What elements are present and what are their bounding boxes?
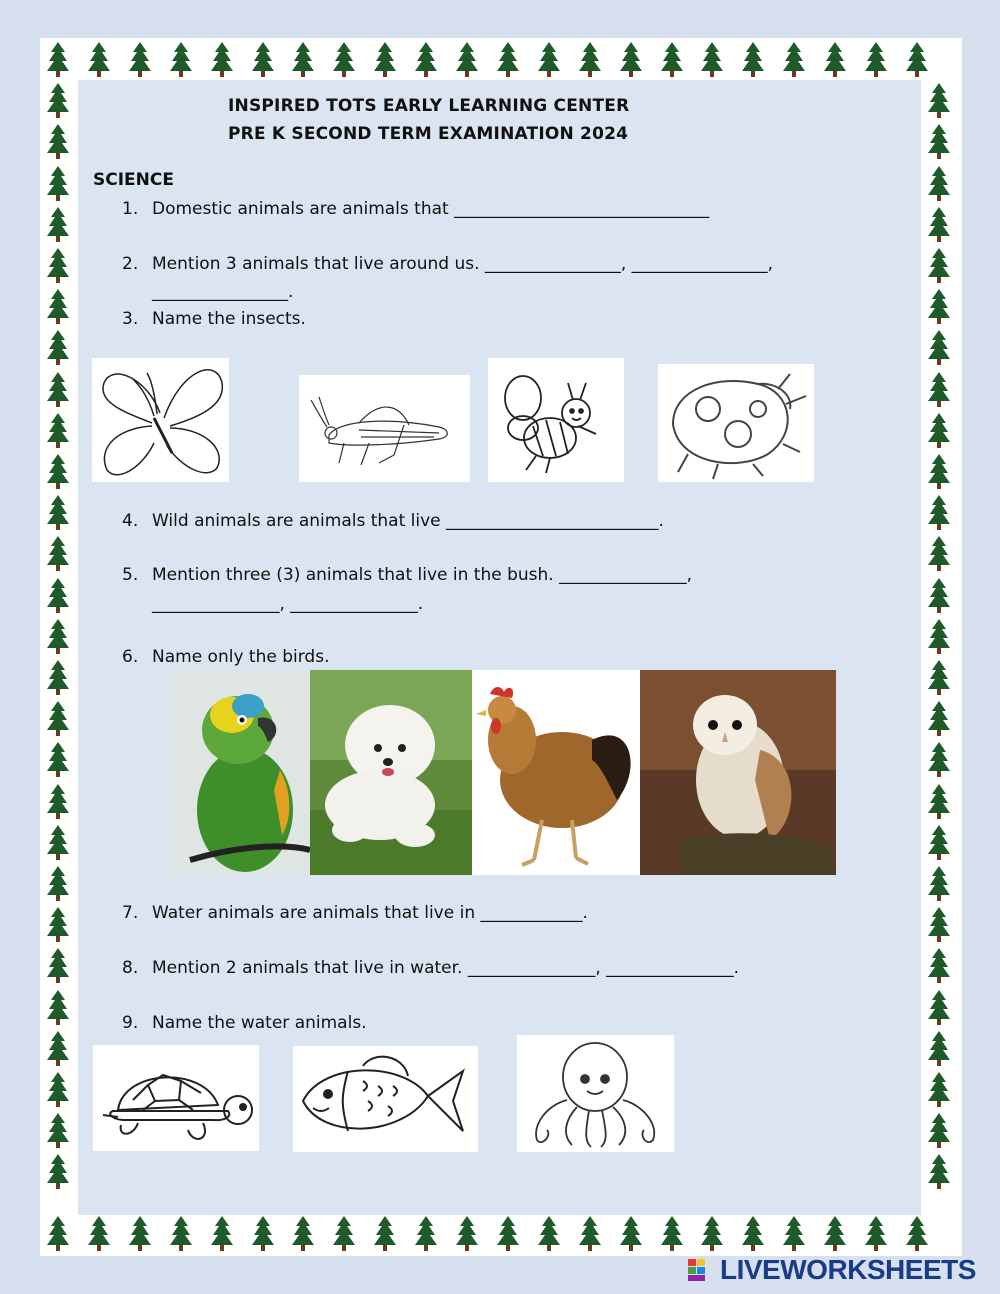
tree-icon [211, 42, 233, 78]
tree-icon [620, 42, 642, 78]
turtle-drawing [93, 1045, 259, 1151]
tree-icon [333, 42, 355, 78]
tree-icon [47, 1154, 69, 1190]
question-5-continuation: _______________, _______________. [152, 594, 424, 614]
tree-icon [928, 866, 950, 902]
tree-icon [47, 1072, 69, 1108]
tree-icon [824, 1216, 846, 1252]
tree-icon [661, 42, 683, 78]
tree-icon [928, 495, 950, 531]
tree-icon [538, 42, 560, 78]
tree-icon [47, 948, 69, 984]
tree-icon [47, 619, 69, 655]
tree-icon [333, 1216, 355, 1252]
liveworksheets-brand[interactable] [688, 1254, 976, 1286]
tree-icon [928, 413, 950, 449]
tree-icon [928, 1113, 950, 1149]
tree-icon [292, 42, 314, 78]
tree-icon [497, 42, 519, 78]
tree-icon [928, 207, 950, 243]
tree-icon [456, 1216, 478, 1252]
tree-icon [661, 1216, 683, 1252]
tree-icon [824, 42, 846, 78]
tree-icon [928, 1072, 950, 1108]
tree-icon [88, 1216, 110, 1252]
tree-icon [47, 42, 69, 78]
tree-icon [47, 248, 69, 284]
tree-icon [928, 372, 950, 408]
tree-icon [47, 330, 69, 366]
tree-icon [88, 42, 110, 78]
school-name: INSPIRED TOTS EARLY LEARNING CENTER [228, 96, 630, 116]
tree-icon [47, 784, 69, 820]
tree-icon [928, 619, 950, 655]
question-2-continuation: ________________. [152, 282, 294, 302]
tree-icon [928, 784, 950, 820]
butterfly-drawing [92, 358, 229, 482]
tree-icon [620, 1216, 642, 1252]
subject-title: SCIENCE [93, 170, 174, 190]
tree-icon [538, 1216, 560, 1252]
tree-icon [456, 42, 478, 78]
tree-icon [928, 289, 950, 325]
tree-icon [211, 1216, 233, 1252]
tree-icon [129, 42, 151, 78]
tree-icon [928, 166, 950, 202]
tree-icon [497, 1216, 519, 1252]
tree-icon [47, 1216, 69, 1252]
tree-icon [47, 207, 69, 243]
tree-icon [415, 1216, 437, 1252]
tree-icon [701, 1216, 723, 1252]
tree-icon [47, 536, 69, 572]
tree-icon [374, 42, 396, 78]
tree-icon [47, 742, 69, 778]
tree-icon [47, 289, 69, 325]
tree-icon [47, 454, 69, 490]
tree-icon [292, 1216, 314, 1252]
tree-icon [928, 1031, 950, 1067]
tree-icon [47, 907, 69, 943]
hen-photo [472, 670, 640, 875]
tree-icon [170, 42, 192, 78]
tree-icon [47, 124, 69, 160]
grasshopper-drawing [299, 375, 470, 482]
tree-icon [742, 1216, 764, 1252]
tree-icon [47, 83, 69, 119]
tree-icon [928, 948, 950, 984]
tree-icon [47, 495, 69, 531]
tree-icon [928, 248, 950, 284]
parrot-photo [170, 670, 310, 875]
tree-icon [783, 42, 805, 78]
exam-title: PRE K SECOND TERM EXAMINATION 2024 [228, 124, 629, 144]
fish-drawing [293, 1046, 478, 1152]
tree-icon [928, 825, 950, 861]
owl-photo [640, 670, 836, 875]
tree-icon [47, 866, 69, 902]
tree-icon [47, 1031, 69, 1067]
tree-icon [928, 742, 950, 778]
tree-icon [906, 42, 928, 78]
tree-icon [928, 330, 950, 366]
tree-icon [928, 454, 950, 490]
tree-icon [579, 42, 601, 78]
tree-icon [928, 578, 950, 614]
tree-icon [374, 1216, 396, 1252]
tree-icon [252, 1216, 274, 1252]
tree-icon [579, 1216, 601, 1252]
tree-icon [742, 42, 764, 78]
tree-icon [928, 83, 950, 119]
tree-icon [47, 578, 69, 614]
octopus-drawing [517, 1035, 674, 1152]
tree-icon [865, 1216, 887, 1252]
tree-icon [47, 990, 69, 1026]
tree-icon [47, 701, 69, 737]
tree-icon [252, 42, 274, 78]
tree-icon [928, 660, 950, 696]
tree-icon [415, 42, 437, 78]
tree-icon [47, 372, 69, 408]
tree-icon [47, 166, 69, 202]
tree-icon [928, 124, 950, 160]
tree-icon [170, 1216, 192, 1252]
puppy-photo [310, 670, 472, 875]
tree-icon [928, 1154, 950, 1190]
tree-icon [928, 536, 950, 572]
tree-icon [783, 1216, 805, 1252]
tree-icon [865, 42, 887, 78]
tree-icon [906, 1216, 928, 1252]
tree-icon [701, 42, 723, 78]
tree-icon [47, 413, 69, 449]
tree-icon [47, 660, 69, 696]
tree-icon [47, 825, 69, 861]
ladybug-drawing [658, 364, 814, 482]
tree-icon [928, 701, 950, 737]
bee-drawing [488, 358, 624, 482]
tree-icon [47, 1113, 69, 1149]
brand-name: LIVEWORKSHEETS [720, 1254, 976, 1285]
tree-icon [928, 907, 950, 943]
liveworksheets-logo-icon [688, 1257, 716, 1283]
tree-icon [928, 990, 950, 1026]
tree-icon [129, 1216, 151, 1252]
